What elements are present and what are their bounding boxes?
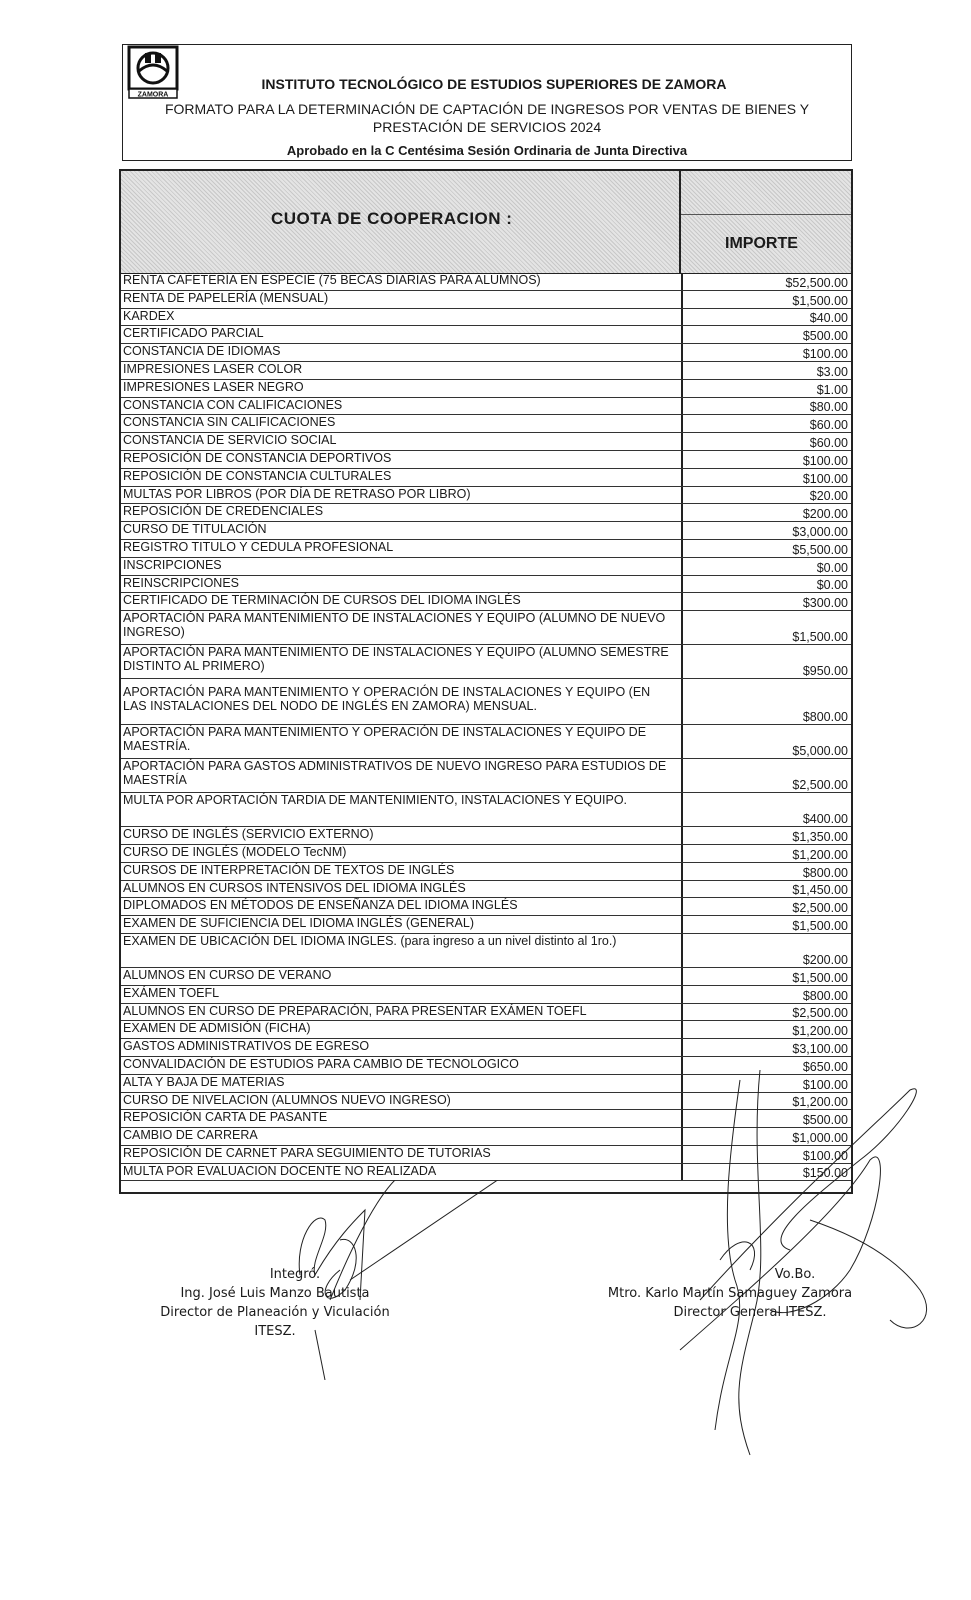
row-concept: EXAMEN DE UBICACIÓN DEL IDIOMA INGLES. (para ingreso a un nivel distinto al 1ro.) [123,933,617,948]
table-row [121,504,851,522]
row-amount-cell [681,469,851,486]
row-concept: CONSTANCIA DE IDIOMAS [123,344,281,359]
table-header [121,171,851,274]
row-concept: DIPLOMADOS EN MÉTODOS DE ENSEÑANZA DEL IDIOMA INGLÉS [123,898,518,913]
row-amount-cell [681,362,851,379]
row-amount-cell [681,1021,851,1038]
row-amount: $1,450.00 [792,883,848,898]
table-row [121,291,851,309]
row-amount: $500.00 [802,329,848,344]
row-amount: $1,500.00 [792,293,848,308]
table-row [121,881,851,899]
row-amount-cell [681,845,851,862]
table-row [121,827,851,845]
row-concept: CURSO DE INGLÉS (MODELO TecNM) [123,844,347,859]
row-concept: CAMBIO DE CARRERA [123,1128,258,1143]
table-row [121,725,851,759]
fees-table [119,169,853,1194]
table-row [121,469,851,487]
row-concept: CERTIFICADO DE TERMINACIÓN DE CURSOS DEL IDIOMA INGLÉS [123,593,521,608]
table-row [121,863,851,881]
row-amount: $200.00 [802,507,848,522]
row-concept: CONSTANCIA CON CALIFICACIONES [123,397,343,412]
row-amount-cell [681,759,851,792]
signature-left-org: ITESZ. [254,1324,296,1339]
row-amount: $100.00 [802,1077,848,1092]
row-concept: CONVALIDACIÓN DE ESTUDIOS PARA CAMBIO DE TECNOLOGICO [123,1056,519,1071]
row-amount-cell [681,1004,851,1021]
row-amount: $100.00 [802,471,848,486]
table-row [121,522,851,540]
row-concept: CURSO DE TITULACIÓN [123,522,267,537]
header-concept-label: CUOTA DE COOPERACION : [271,209,513,228]
row-amount: $5,000.00 [792,744,848,759]
row-amount-cell [681,433,851,450]
approval-note: Aprobado en la C Centésima Sesión Ordinaria de Junta Directiva [286,143,688,158]
row-amount-cell [681,986,851,1003]
row-amount: $1,000.00 [792,1130,848,1145]
table-row [121,1004,851,1022]
row-amount: $100.00 [802,1148,848,1163]
row-concept: ALTA Y BAJA DE MATERIAS [123,1074,285,1089]
row-amount: $1,350.00 [792,829,848,844]
row-amount-cell [681,540,851,557]
table-row [121,309,851,327]
row-amount-cell [681,522,851,539]
row-amount-cell [681,611,851,644]
row-amount-cell [681,273,851,290]
row-amount: $400.00 [802,812,848,827]
table-row [121,540,851,558]
row-concept: REPOSICIÓN DE CONSTANCIA CULTURALES [123,468,392,483]
row-concept: CURSO DE INGLÉS (SERVICIO EXTERNO) [123,827,374,842]
row-amount: $2,500.00 [792,1006,848,1021]
row-concept: ALUMNOS EN CURSO DE PREPARACIÓN, PARA PRESENTAR EXÁMEN TOEFL [123,1003,587,1018]
table-row [121,273,851,291]
signature-left-label: Integró. [269,1267,321,1282]
document-header [122,44,852,161]
row-amount: $0.00 [816,578,848,593]
table-row [121,679,851,725]
row-concept: REPOSICIÓN DE CONSTANCIA DEPORTIVOS [123,450,392,465]
table-row [121,845,851,863]
signature-right-label: Vo.Bo. [774,1267,816,1282]
row-amount: $40.00 [809,311,848,326]
row-amount: $1,500.00 [792,918,848,933]
signature-right [640,1050,960,1460]
row-amount-cell [681,645,851,678]
row-amount-cell [681,326,851,343]
row-amount: $20.00 [809,489,848,504]
row-amount: $2,500.00 [792,778,848,793]
row-amount: $80.00 [809,400,848,415]
table-row [121,451,851,469]
table-row [121,398,851,416]
row-concept: CERTIFICADO PARCIAL [123,326,264,341]
row-amount: $200.00 [802,952,848,967]
row-amount: $100.00 [802,453,848,468]
row-amount: $950.00 [802,664,848,679]
row-amount: $3,000.00 [792,524,848,539]
row-concept: IMPRESIONES LASER NEGRO [123,379,304,394]
row-concept: CONSTANCIA DE SERVICIO SOCIAL [123,433,337,448]
row-concept: INSCRIPCIONES [123,557,222,572]
table-row [121,576,851,594]
row-amount: $650.00 [802,1059,848,1074]
table-row [121,558,851,576]
header-amount-cell [681,171,851,273]
row-amount-cell [681,898,851,915]
row-amount: $1,500.00 [792,970,848,985]
table-row [121,934,851,968]
row-concept: MULTA POR EVALUACION DOCENTE NO REALIZADA [123,1163,437,1178]
table-row [121,916,851,934]
header-amount-label: IMPORTE [725,235,798,252]
row-concept: ALUMNOS EN CURSOS INTENSIVOS DEL IDIOMA INGLÉS [123,880,466,895]
row-amount: $300.00 [802,596,848,611]
signature-block-right [600,1265,860,1322]
signature-right-name: Mtro. Karlo Martín Samaguey Zamora [607,1286,853,1301]
row-amount: $800.00 [802,988,848,1003]
row-amount-cell [681,793,851,826]
row-concept: CURSO DE NIVELACION (ALUMNOS NUEVO INGRESO) [123,1092,451,1107]
row-amount-cell [681,679,851,724]
row-concept: APORTACIÓN PARA MANTENIMIENTO DE INSTALACIONES Y EQUIPO (ALUMNO DE NUEVO INGRESO) [123,611,666,640]
row-amount-cell [681,916,851,933]
signature-right-position: Director General ITESZ. [673,1305,827,1320]
row-concept: APORTACIÓN PARA GASTOS ADMINISTRATIVOS DE NUEVO INGRESO PARA ESTUDIOS DE MAESTRÍA [123,759,667,788]
svg-text:ZAMORA: ZAMORA [137,91,169,99]
table-row [121,593,851,611]
row-amount-cell [681,934,851,967]
row-amount: $500.00 [802,1113,848,1128]
row-amount: $3.00 [816,364,848,379]
signature-left-name: Ing. José Luis Manzo Bautista [180,1286,370,1301]
signature-block-left [150,1265,400,1341]
table-row [121,326,851,344]
row-amount: $0.00 [816,560,848,575]
row-amount: $800.00 [802,710,848,725]
table-row [121,986,851,1004]
row-amount-cell [681,881,851,898]
row-amount-cell [681,725,851,758]
row-concept: MULTAS POR LIBROS (POR DÍA DE RETRASO POR LIBRO) [123,486,471,501]
table-row [121,1021,851,1039]
row-amount: $2,500.00 [792,901,848,916]
row-amount: $3,100.00 [792,1041,848,1056]
row-concept: APORTACIÓN PARA MANTENIMIENTO DE INSTALACIONES Y EQUIPO (ALUMNO SEMESTRE DISTINTO AL PRIMERO) [123,645,669,674]
row-amount-cell [681,593,851,610]
table-row [121,380,851,398]
row-amount: $1.00 [816,382,848,397]
table-row [121,415,851,433]
table-row [121,611,851,645]
signature-left-position: Director de Planeación y Viculación [160,1305,390,1320]
row-amount-cell [681,576,851,593]
row-concept: KARDEX [123,308,175,323]
table-row [121,487,851,505]
row-concept: REPOSICIÓN DE CREDENCIALES [123,504,324,519]
row-amount: $5,500.00 [792,542,848,557]
row-amount-cell [681,309,851,326]
table-row [121,433,851,451]
table-body [121,273,851,1181]
row-concept: MULTA POR APORTACIÓN TARDIA DE MANTENIMIENTO, INSTALACIONES Y EQUIPO. [123,793,628,808]
table-row [121,793,851,827]
row-amount-cell [681,291,851,308]
row-concept: RENTA CAFETERÍA EN ESPECIE (75 BECAS DIARIAS PARA ALUMNOS) [123,273,541,287]
row-amount-cell [681,344,851,361]
header-concept-cell [121,171,681,273]
row-concept: EXAMEN DE SUFICIENCIA DEL IDIOMA INGLÉS (GENERAL) [123,916,475,931]
row-amount: $150.00 [802,1166,848,1181]
table-row [121,898,851,916]
row-amount: $60.00 [809,418,848,433]
table-row [121,759,851,793]
row-concept: ALUMNOS EN CURSO DE VERANO [123,967,332,982]
row-amount: $1,500.00 [792,630,848,645]
row-amount-cell [681,504,851,521]
row-amount-cell [681,863,851,880]
row-amount: $800.00 [802,865,848,880]
row-concept: REPOSICIÓN CARTA DE PASANTE [123,1110,328,1125]
row-amount-cell [681,558,851,575]
row-concept: REINSCRIPCIONES [123,575,239,590]
row-concept: RENTA DE PAPELERÍA (MENSUAL) [123,290,329,305]
row-amount: $1,200.00 [792,1024,848,1039]
row-amount-cell [681,415,851,432]
format-title: FORMATO PARA LA DETERMINACIÓN DE CAPTACIÓN DE INGRESOS POR VENTAS DE BIENES Y PRESTACIÓN DE SERVICIOS 2024 [164,101,810,135]
row-amount: $1,200.00 [792,847,848,862]
row-amount: $100.00 [802,346,848,361]
row-amount: $1,200.00 [792,1095,848,1110]
row-amount: $60.00 [809,435,848,450]
row-amount-cell [681,398,851,415]
table-row [121,968,851,986]
row-concept: CONSTANCIA SIN CALIFICACIONES [123,415,336,430]
row-amount-cell [681,487,851,504]
row-concept: EXAMEN DE ADMISIÓN (FICHA) [123,1021,311,1036]
table-row [121,344,851,362]
institute-name: INSTITUTO TECNOLÓGICO DE ESTUDIOS SUPERIORES DE ZAMORA [261,76,727,92]
row-concept: REPOSICIÓN DE CARNET PARA SEGUIMIENTO DE TUTORIAS [123,1145,491,1160]
row-concept: APORTACIÓN PARA MANTENIMIENTO Y OPERACIÓN DE INSTALACIONES Y EQUIPO (EN LAS INSTALACIONES DEL NODO DE INGLÉS EN ZAMORA) MENSUAL. [123,685,651,714]
row-amount-cell [681,827,851,844]
row-amount-cell [681,968,851,985]
row-concept: CURSOS DE INTERPRETACIÓN DE TEXTOS DE INGLÉS [123,862,455,877]
row-concept: APORTACIÓN PARA MANTENIMIENTO Y OPERACIÓN DE INSTALACIONES Y EQUIPO DE MAESTRÍA. [123,725,647,754]
row-concept: GASTOS ADMINISTRATIVOS DE EGRESO [123,1039,370,1054]
row-concept: IMPRESIONES LASER COLOR [123,361,303,376]
row-amount-cell [681,451,851,468]
table-row [121,645,851,679]
row-amount-cell [681,380,851,397]
table-row [121,362,851,380]
row-amount: $52,500.00 [785,275,848,290]
row-concept: REGISTRO TITULO Y CEDULA PROFESIONAL [123,539,394,554]
row-concept: EXÁMEN TOEFL [123,985,220,1000]
